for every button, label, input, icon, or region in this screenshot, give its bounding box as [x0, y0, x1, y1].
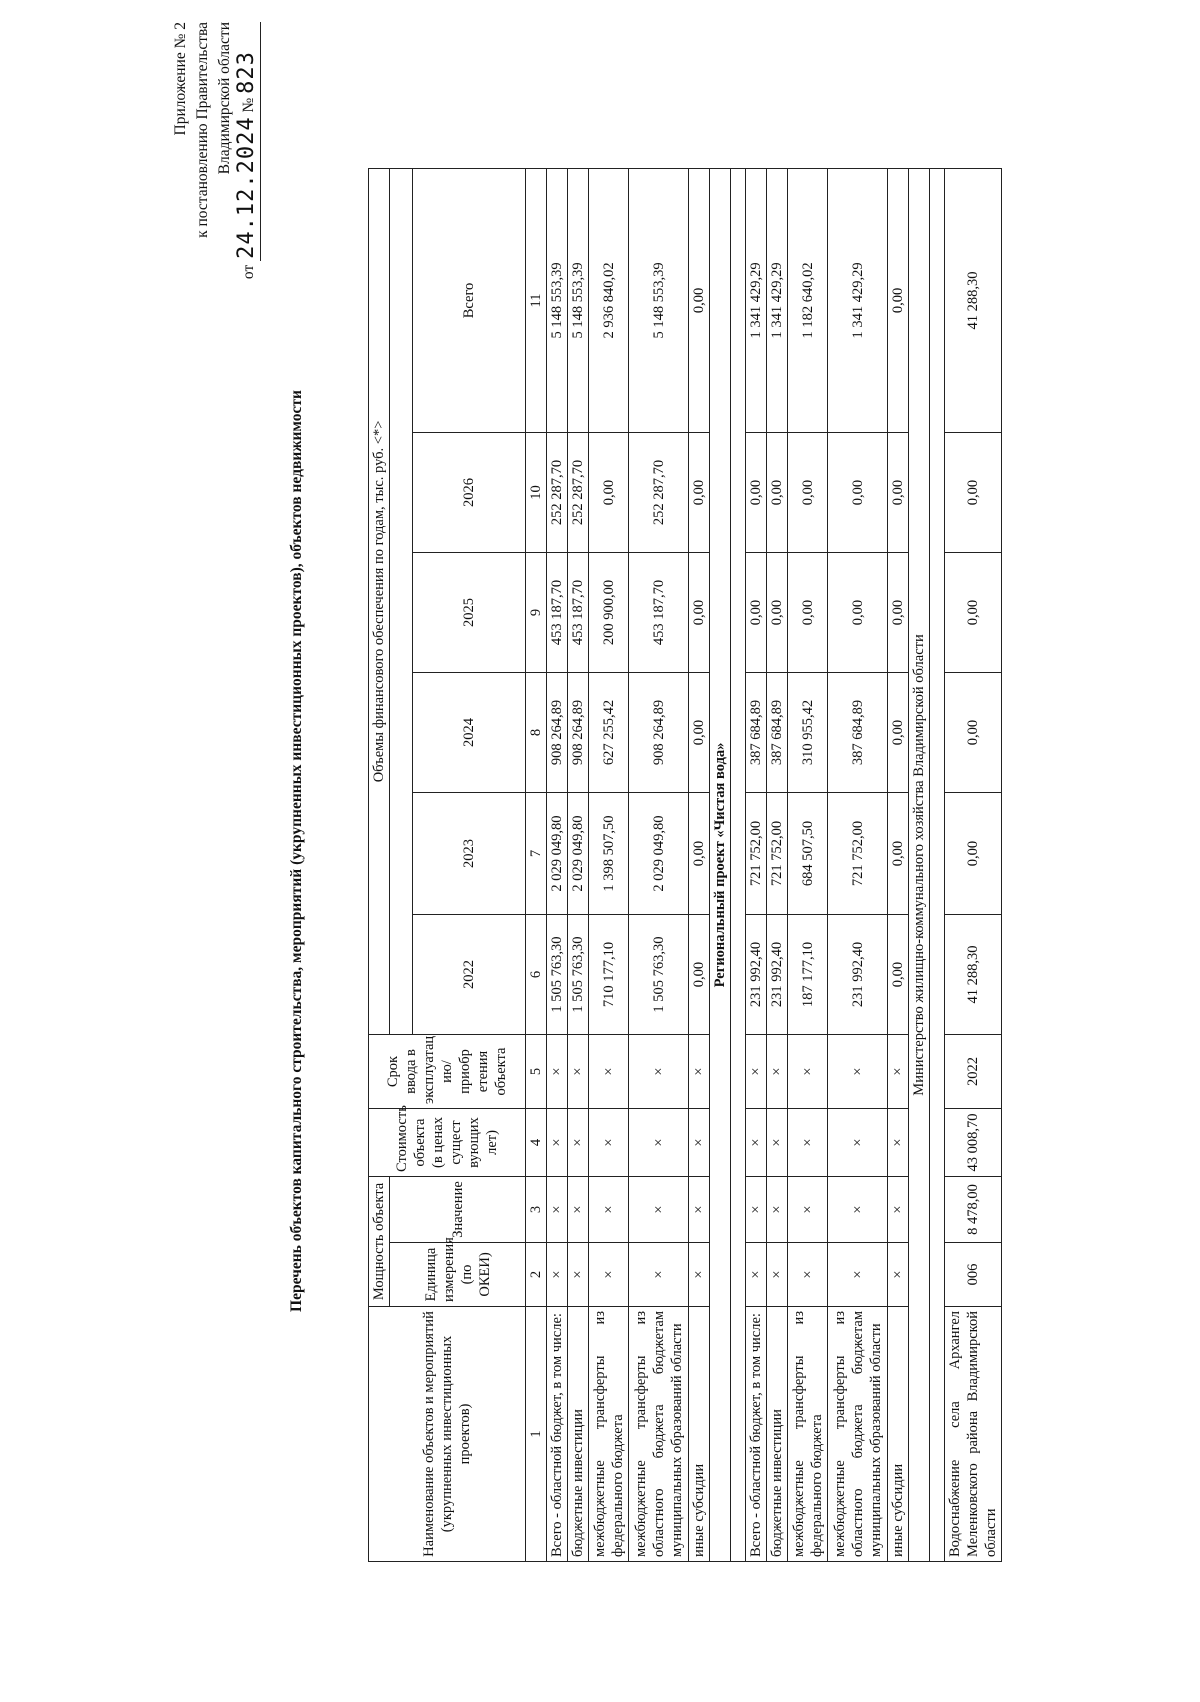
cell-cost: × [629, 1109, 689, 1177]
cell-term: 2022 [945, 1035, 1002, 1109]
table-row [767, 168, 788, 1561]
row-name: межбюджетные трансферты из областного бюджета бюджетам муниципальных образований области [629, 1307, 689, 1562]
cell-2024: 908 264,89 [629, 673, 689, 793]
cell-total: 0,00 [888, 168, 909, 432]
cell-2023: 684 507,50 [788, 793, 828, 915]
cell-2026: 0,00 [828, 433, 888, 553]
cell-2024: 0,00 [945, 673, 1002, 793]
cell-2023: 2 029 049,80 [568, 793, 589, 915]
section-row [710, 168, 731, 1561]
date-prefix: от [240, 264, 257, 280]
cell-term: × [828, 1035, 888, 1109]
approval-stamp [170, 22, 261, 322]
cell-value: × [629, 1177, 689, 1243]
table-row [788, 168, 828, 1561]
header-gap [390, 168, 413, 1034]
row-name: межбюджетные трансферты из федерального бюджета [788, 1307, 828, 1562]
cell-2022: 0,00 [689, 915, 710, 1035]
column-number: 1 [526, 1307, 547, 1562]
object-name: Водоснабжение села Архангел Меленковского района Владимирской области [945, 1307, 1002, 1562]
section-regional-project: Региональный проект «Чистая вода» [710, 168, 731, 1561]
cell-2023: 2 029 049,80 [547, 793, 568, 915]
cell-2025: 0,00 [828, 553, 888, 673]
cell-2024: 908 264,89 [568, 673, 589, 793]
spacer-row [731, 168, 746, 1561]
cell-2026: 0,00 [746, 433, 767, 553]
cell-2026: 0,00 [788, 433, 828, 553]
spacer-cell [731, 168, 746, 1561]
cell-2022: 41 288,30 [945, 915, 1002, 1035]
cell-2025: 453 187,70 [568, 553, 589, 673]
cell-2024: 0,00 [888, 673, 909, 793]
cell-value: × [788, 1177, 828, 1243]
cell-2023: 721 752,00 [746, 793, 767, 915]
cell-cost: × [746, 1109, 767, 1177]
column-number: 3 [526, 1177, 547, 1243]
cell-2025: 0,00 [945, 553, 1002, 673]
cell-2024: 387 684,89 [828, 673, 888, 793]
cell-total: 1 341 429,29 [767, 168, 788, 432]
header-year-2025: 2025 [413, 553, 526, 673]
cell-2024: 387 684,89 [767, 673, 788, 793]
cell-2025: 200 900,00 [589, 553, 629, 673]
spacer-row [930, 168, 945, 1561]
cell-2023: 721 752,00 [767, 793, 788, 915]
cell-term: × [689, 1035, 710, 1109]
cell-2023: 0,00 [888, 793, 909, 915]
cell-2025: 0,00 [767, 553, 788, 673]
cell-2023: 1 398 507,50 [589, 793, 629, 915]
row-name: бюджетные инвестиции [767, 1307, 788, 1562]
cell-2026: 0,00 [888, 433, 909, 553]
header-unit: Единица измерения (по ОКЕИ) [390, 1243, 526, 1307]
table-row [589, 168, 629, 1561]
document-date: 24.12.2024 [234, 116, 259, 259]
cell-value: × [746, 1177, 767, 1243]
table-row [746, 168, 767, 1561]
table-row [888, 168, 909, 1561]
cell-2022: 1 505 763,30 [547, 915, 568, 1035]
section-row [909, 168, 930, 1561]
cell-total: 41 288,30 [945, 168, 1002, 432]
cell-value: × [689, 1177, 710, 1243]
cell-2025: 0,00 [746, 553, 767, 673]
cell-value: × [888, 1177, 909, 1243]
cell-total: 1 341 429,29 [828, 168, 888, 432]
cell-cost: × [689, 1109, 710, 1177]
cell-total: 0,00 [689, 168, 710, 432]
cell-cost: × [568, 1109, 589, 1177]
cell-2025: 0,00 [788, 553, 828, 673]
cell-total: 2 936 840,02 [589, 168, 629, 432]
section-ministry: Министерство жилищно-коммунального хозяйства Владимирской области [909, 168, 930, 1561]
resolution-label: к постановлению Правительства [194, 22, 211, 238]
header-year-2023: 2023 [413, 793, 526, 915]
column-number: 6 [526, 915, 547, 1035]
region-label: Владимирской области [216, 22, 233, 175]
cell-2022: 231 992,40 [828, 915, 888, 1035]
row-name: межбюджетные трансферты из федерального бюджета [589, 1307, 629, 1562]
table-row [568, 168, 589, 1561]
cell-value: × [547, 1177, 568, 1243]
spacer-cell [930, 168, 945, 1561]
cell-value: × [589, 1177, 629, 1243]
cell-2026: 252 287,70 [547, 433, 568, 553]
cell-2023: 2 029 049,80 [629, 793, 689, 915]
cell-value: × [568, 1177, 589, 1243]
cell-unit: × [629, 1243, 689, 1307]
cell-2022: 187 177,10 [788, 915, 828, 1035]
cell-total: 1 182 640,02 [788, 168, 828, 432]
appendix-label: Приложение № 2 [172, 22, 189, 136]
cell-2024: 387 684,89 [746, 673, 767, 793]
cell-total: 5 148 553,39 [629, 168, 689, 432]
table-row [945, 168, 1002, 1561]
cell-unit: 006 [945, 1243, 1002, 1307]
row-name: Всего - областной бюджет, в том числе: [746, 1307, 767, 1562]
column-number: 2 [526, 1243, 547, 1307]
table-row [547, 168, 568, 1561]
header-year-2024: 2024 [413, 673, 526, 793]
cell-cost: × [788, 1109, 828, 1177]
row-name: иные субсидии [689, 1307, 710, 1562]
header-year-2026: 2026 [413, 433, 526, 553]
cell-2026: 0,00 [945, 433, 1002, 553]
cell-cost: × [547, 1109, 568, 1177]
column-number: 9 [526, 553, 547, 673]
header-term: Срок ввода в эксплуатац ию/приобр етения объекта [369, 1035, 526, 1109]
cell-2025: 453 187,70 [629, 553, 689, 673]
cell-cost: × [767, 1109, 788, 1177]
cell-2026: 0,00 [689, 433, 710, 553]
cell-2025: 453 187,70 [547, 553, 568, 673]
column-number: 10 [526, 433, 547, 553]
cell-2024: 310 955,42 [788, 673, 828, 793]
cell-value: × [767, 1177, 788, 1243]
header-year-2022: 2022 [413, 915, 526, 1035]
cell-2024: 0,00 [689, 673, 710, 793]
cell-term: × [568, 1035, 589, 1109]
cell-term: × [629, 1035, 689, 1109]
column-number: 4 [526, 1109, 547, 1177]
cell-value: × [828, 1177, 888, 1243]
cell-2022: 1 505 763,30 [568, 915, 589, 1035]
cell-total: 5 148 553,39 [568, 168, 589, 432]
cell-2025: 0,00 [689, 553, 710, 673]
cell-2023: 0,00 [945, 793, 1002, 915]
cell-unit: × [746, 1243, 767, 1307]
column-number: 5 [526, 1035, 547, 1109]
cell-total: 1 341 429,29 [746, 168, 767, 432]
cell-cost: × [589, 1109, 629, 1177]
table-row [689, 168, 710, 1561]
column-number: 7 [526, 793, 547, 915]
cell-2022: 231 992,40 [746, 915, 767, 1035]
cell-unit: × [888, 1243, 909, 1307]
cell-2026: 0,00 [767, 433, 788, 553]
table-row [629, 168, 689, 1561]
cell-2022: 1 505 763,30 [629, 915, 689, 1035]
cell-cost: 43 008,70 [945, 1109, 1002, 1177]
cell-2022: 710 177,10 [589, 915, 629, 1035]
cell-2022: 0,00 [888, 915, 909, 1035]
document-number: 823 [234, 51, 259, 94]
cell-term: × [547, 1035, 568, 1109]
cell-unit: × [547, 1243, 568, 1307]
date-line [236, 22, 261, 322]
header-value: Значение [390, 1177, 526, 1243]
cell-term: × [888, 1035, 909, 1109]
cell-2025: 0,00 [888, 553, 909, 673]
header-volumes: Объемы финансового обеспечения по годам, тыс. руб. <*> [369, 168, 390, 1034]
cell-unit: × [828, 1243, 888, 1307]
cell-2026: 0,00 [589, 433, 629, 553]
cell-unit: × [788, 1243, 828, 1307]
cell-unit: × [568, 1243, 589, 1307]
cell-2024: 908 264,89 [547, 673, 568, 793]
header-name: Наименование объектов и мероприятий (укрупненных инвестиционных проектов) [369, 1307, 526, 1562]
column-number: 11 [526, 168, 547, 432]
row-name: Всего - областной бюджет, в том числе: [547, 1307, 568, 1562]
number-prefix: № [240, 97, 257, 113]
cell-term: × [767, 1035, 788, 1109]
cell-unit: × [589, 1243, 629, 1307]
cell-term: × [589, 1035, 629, 1109]
header-total: Всего [413, 168, 526, 432]
cell-unit: × [689, 1243, 710, 1307]
cell-cost: × [828, 1109, 888, 1177]
column-number: 8 [526, 673, 547, 793]
header-cost: Стоимость объекта (в ценах сущест вующих лет) [369, 1109, 526, 1177]
row-name: межбюджетные трансферты из областного бюджета бюджетам муниципальных образований области [828, 1307, 888, 1562]
cell-term: × [746, 1035, 767, 1109]
row-name: бюджетные инвестиции [568, 1307, 589, 1562]
document-title: Перечень объектов капитального строительства, мероприятий (укрупненных инвестиционных проектов), объектов недвижимости [288, 390, 305, 1312]
cell-unit: × [767, 1243, 788, 1307]
objects-table [368, 168, 1002, 1562]
header-capacity: Мощность объекта [369, 1177, 390, 1307]
column-numbers-row [526, 168, 547, 1561]
table-row [828, 168, 888, 1561]
cell-2022: 231 992,40 [767, 915, 788, 1035]
cell-value: 8 478,00 [945, 1177, 1002, 1243]
cell-2024: 627 255,42 [589, 673, 629, 793]
cell-cost: × [888, 1109, 909, 1177]
cell-2026: 252 287,70 [568, 433, 589, 553]
cell-2026: 252 287,70 [629, 433, 689, 553]
cell-term: × [788, 1035, 828, 1109]
cell-2023: 0,00 [689, 793, 710, 915]
cell-2023: 721 752,00 [828, 793, 888, 915]
row-name: иные субсидии [888, 1307, 909, 1562]
cell-total: 5 148 553,39 [547, 168, 568, 432]
